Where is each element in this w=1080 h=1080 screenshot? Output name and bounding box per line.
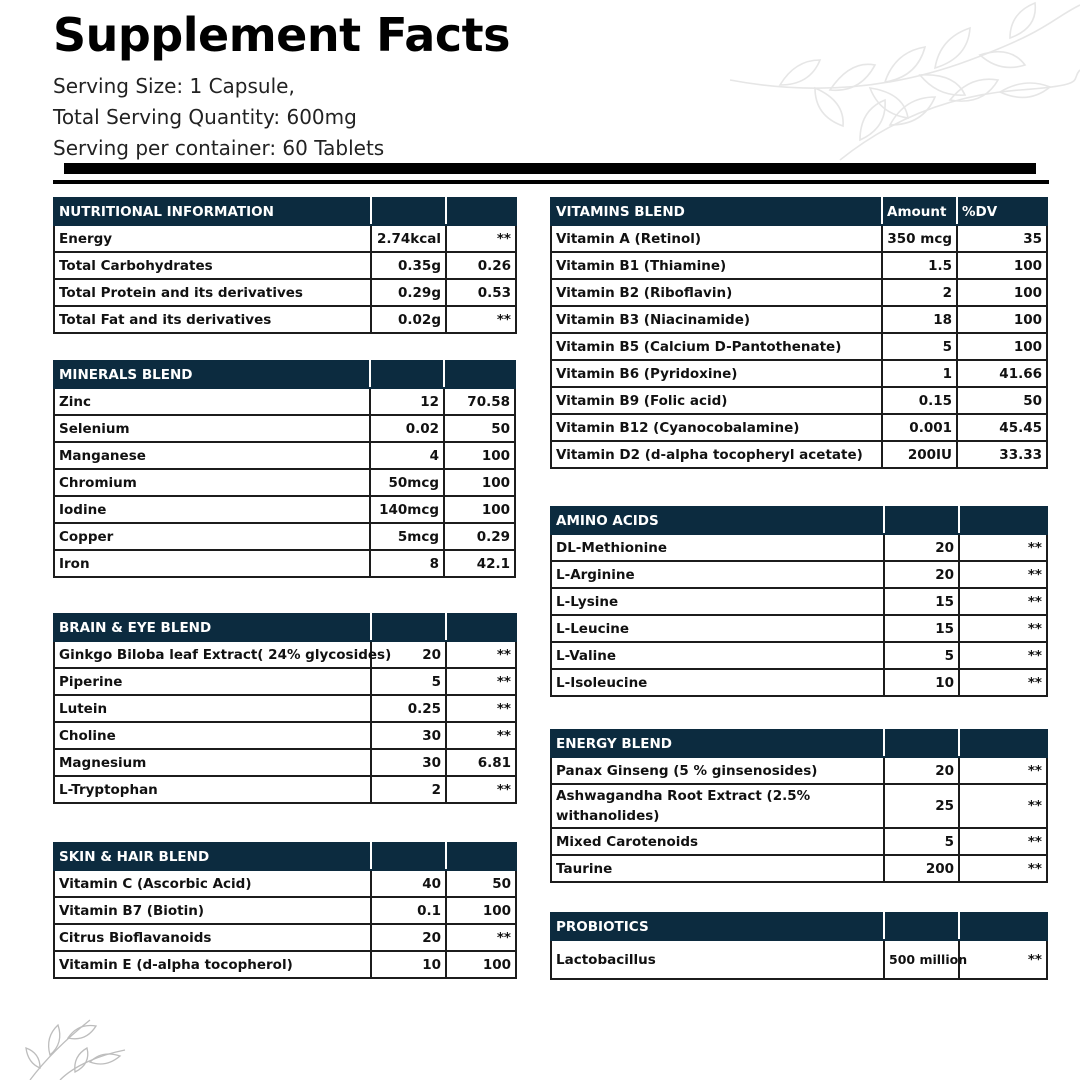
table-row — [54, 641, 516, 668]
table-header-row — [54, 361, 515, 388]
amount-value: 0.35g — [371, 252, 446, 279]
ingredient-name: L-Arginine — [551, 561, 884, 588]
amount-value: 4 — [370, 442, 444, 469]
dv-column-header — [959, 913, 1047, 940]
table-row — [551, 642, 1047, 669]
amount-column-header — [371, 614, 446, 641]
ingredient-name: L-Leucine — [551, 615, 884, 642]
ingredient-name: Vitamin B3 (Niacinamide) — [551, 306, 882, 333]
table-row — [54, 496, 515, 523]
daily-value: 100 — [446, 951, 516, 978]
table-row — [54, 523, 515, 550]
daily-value: 100 — [444, 442, 515, 469]
table-row — [54, 668, 516, 695]
daily-value: 50 — [957, 387, 1047, 414]
table-row — [54, 695, 516, 722]
daily-value: 35 — [957, 225, 1047, 252]
ingredient-name: Lutein — [54, 695, 371, 722]
table-header-row — [551, 913, 1047, 940]
daily-value: ** — [446, 306, 516, 333]
table-row — [54, 870, 516, 897]
daily-value: ** — [446, 641, 516, 668]
table-row — [551, 828, 1047, 855]
daily-value: ** — [959, 784, 1047, 828]
amount-value: 50mcg — [370, 469, 444, 496]
daily-value: ** — [959, 669, 1047, 696]
amount-value: 20 — [371, 641, 446, 668]
amount-value: 20 — [884, 757, 959, 784]
daily-value: 33.33 — [957, 441, 1047, 468]
ingredient-name: Vitamin B9 (Folic acid) — [551, 387, 882, 414]
daily-value: ** — [959, 615, 1047, 642]
nutritional-information-table — [53, 197, 517, 334]
table-row — [551, 360, 1047, 387]
amount-value: 1.5 — [882, 252, 957, 279]
amount-value: 2 — [882, 279, 957, 306]
amount-value: 5 — [884, 828, 959, 855]
table-title: NUTRITIONAL INFORMATION — [54, 198, 371, 225]
daily-value: 41.66 — [957, 360, 1047, 387]
daily-value: ** — [959, 855, 1047, 882]
table-row — [54, 469, 515, 496]
serving-size: Serving Size: 1 Capsule, — [53, 74, 295, 98]
ingredient-name: Selenium — [54, 415, 370, 442]
amount-column-header — [884, 507, 959, 534]
daily-value: ** — [446, 695, 516, 722]
ingredient-name: Choline — [54, 722, 371, 749]
daily-value: 100 — [957, 279, 1047, 306]
ingredient-name: Panax Ginseng (5 % ginsenosides) — [551, 757, 884, 784]
amount-column-header — [371, 198, 446, 225]
ingredient-name: Total Carbohydrates — [54, 252, 371, 279]
ingredient-name: Vitamin E (d-alpha tocopherol) — [54, 951, 371, 978]
amount-value: 30 — [371, 749, 446, 776]
amount-column-header — [371, 843, 446, 870]
dv-column-header: %DV — [957, 198, 1047, 225]
amount-value: 0.02 — [370, 415, 444, 442]
dv-column-header — [959, 730, 1047, 757]
daily-value: ** — [959, 588, 1047, 615]
daily-value: ** — [959, 940, 1047, 979]
ingredient-name: Vitamin B12 (Cyanocobalamine) — [551, 414, 882, 441]
amount-column-header: Amount — [882, 198, 957, 225]
ingredient-name: Iodine — [54, 496, 370, 523]
amount-value: 25 — [884, 784, 959, 828]
ingredient-name: Vitamin B7 (Biotin) — [54, 897, 371, 924]
ingredient-name: Piperine — [54, 668, 371, 695]
daily-value: 0.29 — [444, 523, 515, 550]
amount-value: 0.29g — [371, 279, 446, 306]
table-row — [54, 415, 515, 442]
daily-value: 100 — [446, 897, 516, 924]
table-row — [54, 951, 516, 978]
ingredient-name: Chromium — [54, 469, 370, 496]
table-row — [551, 940, 1047, 979]
skin-hair-blend-table — [53, 842, 517, 979]
amount-column-header — [884, 913, 959, 940]
daily-value: 0.26 — [446, 252, 516, 279]
table-row — [54, 722, 516, 749]
table-row — [551, 441, 1047, 468]
daily-value: 50 — [444, 415, 515, 442]
amount-value: 0.02g — [371, 306, 446, 333]
table-row — [551, 279, 1047, 306]
daily-value: 0.53 — [446, 279, 516, 306]
brain-eye-blend-table — [53, 613, 517, 804]
amount-value: 20 — [884, 561, 959, 588]
table-title: ENERGY BLEND — [551, 730, 884, 757]
amount-value: 200IU — [882, 441, 957, 468]
daily-value: ** — [959, 642, 1047, 669]
table-title: MINERALS BLEND — [54, 361, 370, 388]
daily-value: ** — [959, 534, 1047, 561]
table-row — [551, 757, 1047, 784]
ingredient-name: Lactobacillus — [551, 940, 884, 979]
amount-value: 40 — [371, 870, 446, 897]
amount-value: 200 — [884, 855, 959, 882]
dv-column-header — [959, 507, 1047, 534]
daily-value: ** — [446, 668, 516, 695]
table-row — [54, 388, 515, 415]
daily-value: ** — [959, 828, 1047, 855]
daily-value: 45.45 — [957, 414, 1047, 441]
table-row — [551, 669, 1047, 696]
table-row — [54, 306, 516, 333]
amount-value: 140mcg — [370, 496, 444, 523]
ingredient-name: Taurine — [551, 855, 884, 882]
ingredient-name: Vitamin B5 (Calcium D-Pantothenate) — [551, 333, 882, 360]
amount-value: 8 — [370, 550, 444, 577]
page-title: Supplement Facts — [53, 8, 510, 62]
amount-value: 0.1 — [371, 897, 446, 924]
amount-value: 5mcg — [370, 523, 444, 550]
amount-value: 0.15 — [882, 387, 957, 414]
amino-acids-table — [550, 506, 1048, 697]
header-divider-thin — [53, 180, 1049, 184]
daily-value: 100 — [957, 252, 1047, 279]
ingredient-name: Vitamin D2 (d-alpha tocopheryl acetate) — [551, 441, 882, 468]
ingredient-name: L-Isoleucine — [551, 669, 884, 696]
table-header-row — [54, 198, 516, 225]
amount-value: 30 — [371, 722, 446, 749]
ingredient-name: DL-Methionine — [551, 534, 884, 561]
amount-value: 18 — [882, 306, 957, 333]
amount-column-header — [370, 361, 444, 388]
table-row — [551, 333, 1047, 360]
table-title: SKIN & HAIR BLEND — [54, 843, 371, 870]
amount-value: 15 — [884, 615, 959, 642]
table-row — [551, 855, 1047, 882]
daily-value: 100 — [957, 306, 1047, 333]
amount-value: 10 — [371, 951, 446, 978]
ingredient-name: Total Fat and its derivatives — [54, 306, 371, 333]
daily-value: 42.1 — [444, 550, 515, 577]
amount-value: 350 mcg — [882, 225, 957, 252]
amount-value: 500 million — [884, 940, 959, 979]
ingredient-name: Total Protein and its derivatives — [54, 279, 371, 306]
amount-value: 12 — [370, 388, 444, 415]
probiotics-table — [550, 912, 1048, 980]
ingredient-name: Vitamin B1 (Thiamine) — [551, 252, 882, 279]
leaf-branch-decoration-bottom — [20, 1010, 140, 1080]
dv-column-header — [444, 361, 515, 388]
amount-value: 15 — [884, 588, 959, 615]
servings-per-container: Serving per container: 60 Tablets — [53, 136, 385, 160]
amount-column-header — [884, 730, 959, 757]
daily-value: ** — [446, 722, 516, 749]
amount-value: 0.25 — [371, 695, 446, 722]
table-row — [54, 924, 516, 951]
daily-value: 50 — [446, 870, 516, 897]
header-divider-thick — [64, 163, 1036, 174]
table-title: VITAMINS BLEND — [551, 198, 882, 225]
ingredient-name: Energy — [54, 225, 371, 252]
vitamins-blend-table — [550, 197, 1048, 469]
daily-value: 100 — [444, 496, 515, 523]
table-row — [551, 252, 1047, 279]
table-row — [551, 784, 1047, 828]
table-row — [551, 561, 1047, 588]
table-row — [54, 897, 516, 924]
daily-value: ** — [446, 225, 516, 252]
table-title: BRAIN & EYE BLEND — [54, 614, 371, 641]
amount-value: 2 — [371, 776, 446, 803]
table-title: PROBIOTICS — [551, 913, 884, 940]
ingredient-name: Magnesium — [54, 749, 371, 776]
amount-value: 10 — [884, 669, 959, 696]
table-row — [54, 749, 516, 776]
table-row — [54, 776, 516, 803]
table-header-row — [54, 614, 516, 641]
total-serving-quantity: Total Serving Quantity: 600mg — [53, 105, 357, 129]
amount-value: 0.001 — [882, 414, 957, 441]
amount-value: 2.74kcal — [371, 225, 446, 252]
ingredient-name: Mixed Carotenoids — [551, 828, 884, 855]
leaf-branch-decoration-top — [720, 0, 1080, 170]
table-row — [54, 550, 515, 577]
table-header-row — [551, 507, 1047, 534]
dv-column-header — [446, 198, 516, 225]
table-row — [54, 442, 515, 469]
ingredient-name: Citrus Bioflavanoids — [54, 924, 371, 951]
ingredient-name: Copper — [54, 523, 370, 550]
daily-value: ** — [959, 561, 1047, 588]
amount-value: 1 — [882, 360, 957, 387]
table-row — [551, 225, 1047, 252]
amount-value: 5 — [884, 642, 959, 669]
table-title: AMINO ACIDS — [551, 507, 884, 534]
daily-value: 70.58 — [444, 388, 515, 415]
table-header-row — [551, 198, 1047, 225]
ingredient-name: L-Valine — [551, 642, 884, 669]
table-row — [54, 225, 516, 252]
ingredient-name: Manganese — [54, 442, 370, 469]
ingredient-name: Vitamin A (Retinol) — [551, 225, 882, 252]
table-row — [551, 615, 1047, 642]
daily-value: ** — [446, 924, 516, 951]
daily-value: ** — [446, 776, 516, 803]
table-row — [551, 387, 1047, 414]
ingredient-name: Vitamin B6 (Pyridoxine) — [551, 360, 882, 387]
ingredient-name: Iron — [54, 550, 370, 577]
daily-value: 100 — [957, 333, 1047, 360]
ingredient-name: Ginkgo Biloba leaf Extract( 24% glycosides) — [54, 641, 371, 668]
minerals-blend-table — [53, 360, 516, 578]
daily-value: ** — [959, 757, 1047, 784]
ingredient-name: Vitamin B2 (Riboflavin) — [551, 279, 882, 306]
table-row — [54, 252, 516, 279]
table-header-row — [54, 843, 516, 870]
daily-value: 100 — [444, 469, 515, 496]
table-row — [551, 414, 1047, 441]
amount-value: 20 — [371, 924, 446, 951]
amount-value: 5 — [882, 333, 957, 360]
dv-column-header — [446, 843, 516, 870]
ingredient-name: Ashwagandha Root Extract (2.5% withanolides) — [551, 784, 884, 828]
table-row — [551, 306, 1047, 333]
table-row — [54, 279, 516, 306]
ingredient-name: L-Tryptophan — [54, 776, 371, 803]
table-header-row — [551, 730, 1047, 757]
ingredient-name: Zinc — [54, 388, 370, 415]
daily-value: 6.81 — [446, 749, 516, 776]
amount-value: 5 — [371, 668, 446, 695]
ingredient-name: Vitamin C (Ascorbic Acid) — [54, 870, 371, 897]
energy-blend-table — [550, 729, 1048, 883]
table-row — [551, 534, 1047, 561]
table-row — [551, 588, 1047, 615]
dv-column-header — [446, 614, 516, 641]
ingredient-name: L-Lysine — [551, 588, 884, 615]
amount-value: 20 — [884, 534, 959, 561]
